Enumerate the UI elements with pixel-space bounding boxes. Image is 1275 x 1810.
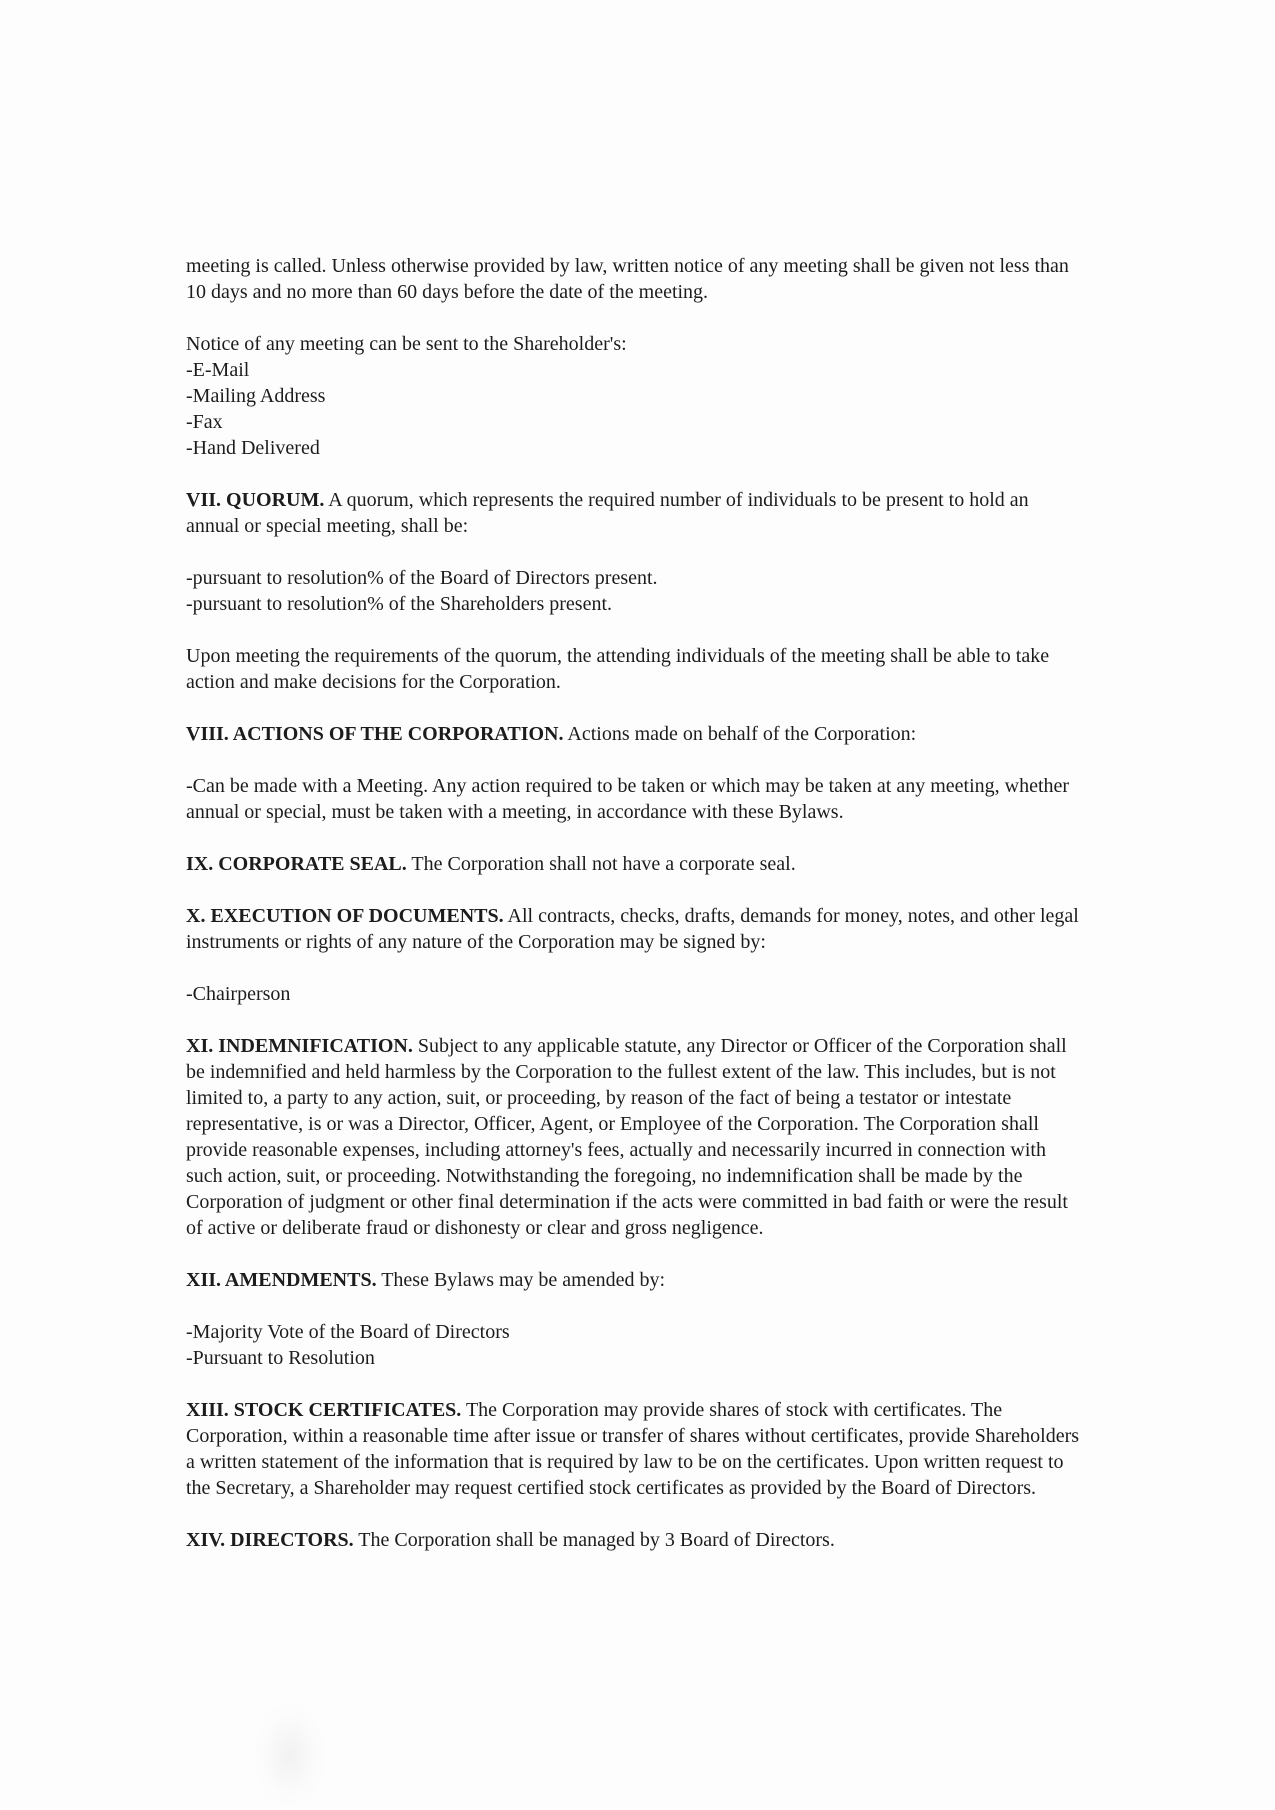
section-heading: VII. QUORUM. bbox=[186, 489, 325, 511]
section-text: Subject to any applicable statute, any Director or Officer of the Corporation shall be indemnified and held harmless by the Corporation to the fullest extent of the law. This includes, but is not limited to, a party to any action, suit, or proceeding, by reason of the fact of being a testator or intestate representative, is or was a Director, Officer, Agent, or Employee of the Corporation. The Corporation shall provide reasonable expenses, including attorney's fees, actually and necessarily incurred in connection with such action, suit, or proceeding. Notwithstanding the foregoing, no indemnification shall be made by the Corporation of judgment or other final determination if the acts were committed in bad faith or were the result of active or deliberate fraud or dishonesty or clear and gross negligence. bbox=[186, 1035, 1068, 1239]
section-text: A quorum, which represents the required number of individuals to be present to hold an annual or special meeting, shall be: bbox=[186, 489, 1029, 537]
amendment-item: -Pursuant to Resolution bbox=[186, 1347, 375, 1369]
section-heading: IX. CORPORATE SEAL. bbox=[186, 853, 407, 875]
section-heading: XII. AMENDMENTS. bbox=[186, 1269, 377, 1291]
section-stock-certificates bbox=[186, 1397, 1086, 1501]
quorum-item: -pursuant to resolution% of the Shareholders present. bbox=[186, 593, 613, 615]
section-quorum bbox=[186, 487, 1086, 539]
amendment-item: -Majority Vote of the Board of Directors bbox=[186, 1321, 510, 1343]
section-text: The Corporation may provide shares of stock with certificates. The Corporation, within a reasonable time after issue or transfer of shares without certificates, provide Shareholders a written statement of the information that is required by law to be on the certificates. Upon written request to the Secretary, a Shareholder may request certified stock certificates as provided by the Board of Directors. bbox=[186, 1399, 1080, 1499]
section-seal bbox=[186, 851, 1086, 877]
section-directors bbox=[186, 1527, 1086, 1553]
section-text: The Corporation shall be managed by 3 Board of Directors. bbox=[353, 1529, 835, 1551]
meeting-notice-continuation: meeting is called. Unless otherwise provided by law, written notice of any meeting shall be given not less than 10 days and no more than 60 days before the date of the meeting. bbox=[186, 255, 1069, 303]
section-text: These Bylaws may be amended by: bbox=[376, 1269, 666, 1291]
scan-smudge bbox=[255, 1705, 325, 1805]
section-heading: XIV. DIRECTORS. bbox=[186, 1529, 354, 1551]
section-execution bbox=[186, 903, 1086, 955]
section-amendments bbox=[186, 1267, 1086, 1293]
bylaws-body bbox=[186, 253, 1086, 1553]
section-text: Actions made on behalf of the Corporation: bbox=[563, 723, 917, 745]
notice-lead: Notice of any meeting can be sent to the Shareholder's: bbox=[186, 333, 627, 355]
notice-method-item: -Hand Delivered bbox=[186, 437, 320, 459]
notice-method-item: -Fax bbox=[186, 411, 223, 433]
section-text: All contracts, checks, drafts, demands for money, notes, and other legal instruments or rights of any nature of the Corporation may be signed by: bbox=[186, 905, 1079, 953]
section-heading: XI. INDEMNIFICATION. bbox=[186, 1035, 413, 1057]
section-text: The Corporation shall not have a corporate seal. bbox=[406, 853, 796, 875]
section-heading: VIII. ACTIONS OF THE CORPORATION. bbox=[186, 723, 564, 745]
notice-method-item: -E-Mail bbox=[186, 359, 250, 381]
notice-method-item: -Mailing Address bbox=[186, 385, 326, 407]
execution-signer: -Chairperson bbox=[186, 983, 291, 1005]
actions-detail: -Can be made with a Meeting. Any action required to be taken or which may be taken at any meeting, whether annual or special, must be taken with a meeting, in accordance with these Bylaws. bbox=[186, 775, 1070, 823]
quorum-item: -pursuant to resolution% of the Board of Directors present. bbox=[186, 567, 658, 589]
quorum-closing: Upon meeting the requirements of the quorum, the attending individuals of the meeting shall be able to take action and make decisions for the Corporation. bbox=[186, 645, 1050, 693]
section-heading: X. EXECUTION OF DOCUMENTS. bbox=[186, 905, 504, 927]
section-heading: XIII. STOCK CERTIFICATES. bbox=[186, 1399, 462, 1421]
section-actions bbox=[186, 721, 1086, 747]
section-indemnification bbox=[186, 1033, 1086, 1241]
